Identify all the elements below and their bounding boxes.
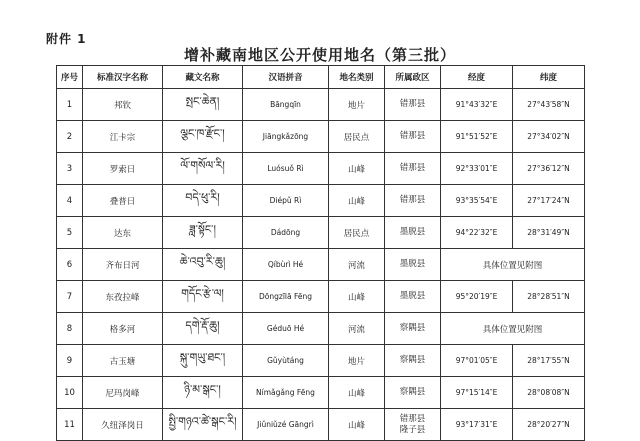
header-cell: 所属政区: [385, 66, 441, 89]
table-body: [57, 89, 585, 441]
latitude: 28°20′27″N: [513, 409, 585, 441]
row-number: 7: [57, 281, 83, 313]
region-cell: [385, 249, 441, 281]
longitude: 94°22′32″E: [441, 217, 513, 249]
chinese-name: 达东: [83, 217, 163, 249]
tibetan-name: བདེ་ཕུ་རི།: [163, 185, 243, 217]
region-cell: [385, 121, 441, 153]
region-cell: [385, 185, 441, 217]
latitude: 27°36′12″N: [513, 153, 585, 185]
tibetan-name: དགེ་རྡོ་ཆུ།: [163, 313, 243, 345]
place-names-table: [56, 65, 585, 441]
header-cell: 藏文名称: [163, 66, 243, 89]
pinyin-name: Jiǔniǔzé Gāngrì: [243, 409, 329, 441]
region-name: 墨脱县: [399, 259, 426, 269]
chinese-name: 江卡宗: [83, 121, 163, 153]
tibetan-name: ལྕང་ཁ་རྫོང་།: [163, 121, 243, 153]
header-cell: 标准汉字名称: [83, 66, 163, 89]
region-name: 察隅县: [399, 387, 426, 397]
longitude: 91°51′52″E: [441, 121, 513, 153]
chinese-name: 古玉塘: [83, 345, 163, 377]
latitude: 28°28′51″N: [513, 281, 585, 313]
table-row: [57, 185, 585, 217]
table-row: [57, 409, 585, 441]
longitude: 93°35′54″E: [441, 185, 513, 217]
chinese-name: 齐布日河: [83, 249, 163, 281]
header-cell: 序号: [57, 66, 83, 89]
longitude: 93°17′31″E: [441, 409, 513, 441]
row-number: 6: [57, 249, 83, 281]
pinyin-name: Dádōng: [243, 217, 329, 249]
table-header-row: [57, 66, 585, 89]
header-cell: 纬度: [513, 66, 585, 89]
latitude: 27°17′24″N: [513, 185, 585, 217]
region-name: 错那县: [399, 99, 426, 109]
place-type: 地片: [329, 89, 385, 121]
row-number: 10: [57, 377, 83, 409]
row-number: 9: [57, 345, 83, 377]
place-type: 居民点: [329, 121, 385, 153]
table-row: [57, 281, 585, 313]
region-name: 察隅县: [399, 355, 426, 365]
place-type: 山峰: [329, 153, 385, 185]
table-row: [57, 345, 585, 377]
region-name: 错那县: [399, 413, 426, 424]
latitude: 27°34′02″N: [513, 121, 585, 153]
row-number: 2: [57, 121, 83, 153]
tibetan-name: ཉི་མ་སྒང་།: [163, 377, 243, 409]
location-note: 具体位置见附图: [441, 313, 585, 345]
row-number: 11: [57, 409, 83, 441]
place-type: 山峰: [329, 185, 385, 217]
latitude: 28°17′55″N: [513, 345, 585, 377]
pinyin-name: Qíbùrì Hé: [243, 249, 329, 281]
row-number: 1: [57, 89, 83, 121]
table-row: [57, 217, 585, 249]
region-name: 错那县: [399, 131, 426, 141]
region-name: 错那县: [399, 163, 426, 173]
chinese-name: 罗索日: [83, 153, 163, 185]
chinese-name: 东孜拉峰: [83, 281, 163, 313]
region-cell: [385, 89, 441, 121]
region-cell: [385, 377, 441, 409]
pinyin-name: Nímǎgǎng Fēng: [243, 377, 329, 409]
row-number: 4: [57, 185, 83, 217]
tibetan-name: སྐུ་གཡུ་ཐང་།: [163, 345, 243, 377]
tibetan-name: ཟླ་སྟོང་།: [163, 217, 243, 249]
place-type: 山峰: [329, 409, 385, 441]
region-cell: [385, 217, 441, 249]
tibetan-name: ལོ་གསོལ་རི།: [163, 153, 243, 185]
location-note: 具体位置见附图: [441, 249, 585, 281]
region-cell: [385, 345, 441, 377]
place-type: 河流: [329, 313, 385, 345]
pinyin-name: Géduō Hé: [243, 313, 329, 345]
latitude: 27°43′58″N: [513, 89, 585, 121]
row-number: 3: [57, 153, 83, 185]
region-name: 墨脱县: [399, 291, 426, 301]
region-cell: [385, 153, 441, 185]
chinese-name: 格多河: [83, 313, 163, 345]
longitude: 91°43′32″E: [441, 89, 513, 121]
chinese-name: 久纽泽岗日: [83, 409, 163, 441]
tibetan-name: ཆེ་འབུ་རི་ཆུ།: [163, 249, 243, 281]
pinyin-name: Diépǔ Rì: [243, 185, 329, 217]
latitude: 28°31′49″N: [513, 217, 585, 249]
row-number: 8: [57, 313, 83, 345]
table-row: [57, 121, 585, 153]
header-cell: 经度: [441, 66, 513, 89]
longitude: 92°33′01″E: [441, 153, 513, 185]
table-row: [57, 249, 585, 281]
region-cell: [385, 409, 441, 441]
region-name: 墨脱县: [399, 227, 426, 237]
header-cell: 地名类别: [329, 66, 385, 89]
longitude: 97°01′05″E: [441, 345, 513, 377]
region-name: 隆子县: [399, 424, 426, 435]
tibetan-name: གདོང་རྩེ་ལ།: [163, 281, 243, 313]
pinyin-name: Bāngqīn: [243, 89, 329, 121]
document-title: 增补藏南地区公开使用地名（第三批）: [183, 46, 456, 64]
place-type: 地片: [329, 345, 385, 377]
region-name: 错那县: [399, 195, 426, 205]
place-type: 河流: [329, 249, 385, 281]
tibetan-name: སྤྱི་གཉའ་ཚེ་སྒང་རི།: [163, 409, 243, 441]
table-row: [57, 89, 585, 121]
attachment-label: 附件 1: [46, 32, 87, 46]
tibetan-name: སྤང་ཆེན།: [163, 89, 243, 121]
region-cell: [385, 313, 441, 345]
pinyin-name: Gǔyùtáng: [243, 345, 329, 377]
table-row: [57, 377, 585, 409]
latitude: 28°08′08″N: [513, 377, 585, 409]
table-row: [57, 153, 585, 185]
header-cell: 汉语拼音: [243, 66, 329, 89]
row-number: 5: [57, 217, 83, 249]
chinese-name: 尼玛岗峰: [83, 377, 163, 409]
chinese-name: 邦钦: [83, 89, 163, 121]
chinese-name: 叠普日: [83, 185, 163, 217]
region-name: 察隅县: [399, 323, 426, 333]
region-cell: [385, 281, 441, 313]
pinyin-name: Dōngzīlā Fēng: [243, 281, 329, 313]
pinyin-name: Jiāngkǎzōng: [243, 121, 329, 153]
longitude: 95°20′19″E: [441, 281, 513, 313]
pinyin-name: Luósuǒ Rì: [243, 153, 329, 185]
place-type: 居民点: [329, 217, 385, 249]
longitude: 97°15′14″E: [441, 377, 513, 409]
place-type: 山峰: [329, 281, 385, 313]
place-type: 山峰: [329, 377, 385, 409]
table-row: [57, 313, 585, 345]
